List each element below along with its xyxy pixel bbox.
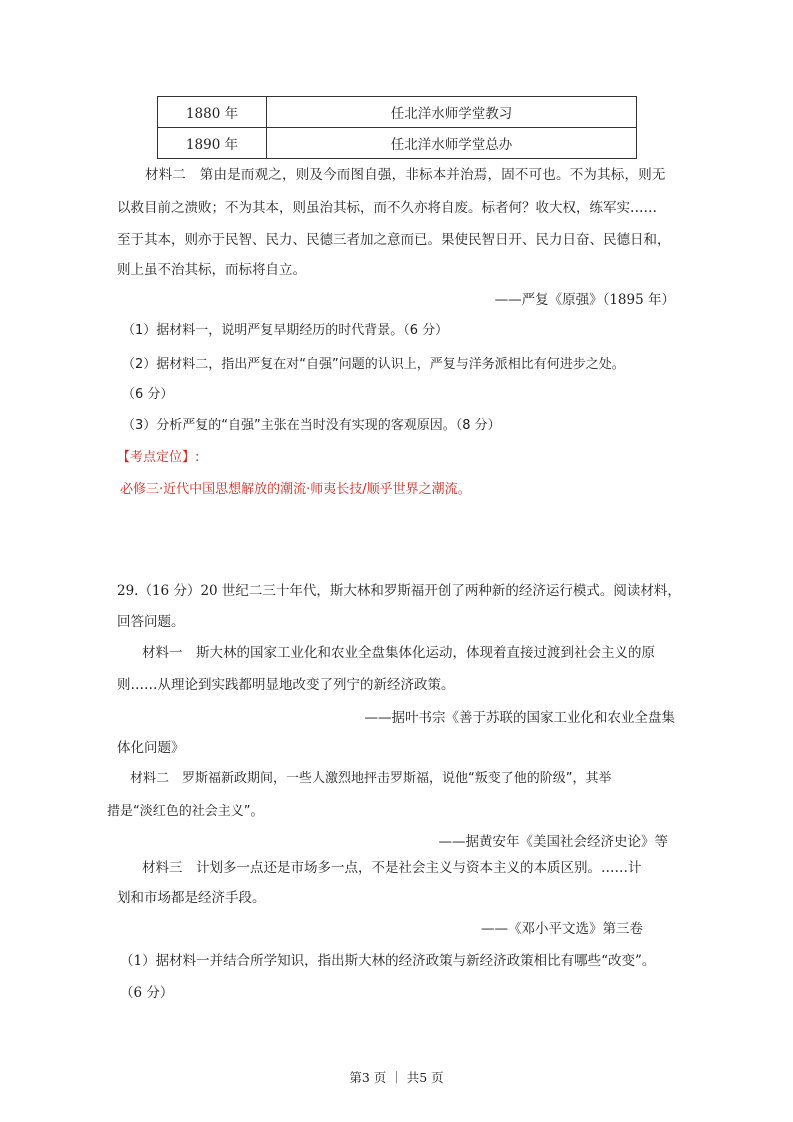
table-row	[158, 97, 637, 128]
kaodian-text: 必修三·近代中国思想解放的潮流·师夷长技/顺乎世界之潮流。	[120, 482, 471, 497]
timeline-table	[157, 96, 637, 159]
material-2-line: 材料二 第由是而观之，则及今而图自强，非标本并治焉，固不可也。不为其标，则无	[145, 167, 666, 183]
material-3-line: 划和市场都是经济手段。	[117, 890, 266, 906]
question-2-score: （6 分）	[122, 387, 174, 402]
page-footer: 第3 页 ｜ 共5 页	[349, 1070, 444, 1085]
year-cell: 1890 年	[158, 128, 267, 159]
question-3: （3）分析严复的“自强”主张在当时没有实现的客观原因。（8 分）	[122, 418, 501, 433]
source-citation: ——严复《原强》（1895 年）	[494, 292, 675, 308]
event-cell: 任北洋水师学堂总办	[267, 128, 637, 159]
material-2-line: 则上虽不治其标，而标将自立。	[117, 262, 306, 278]
source-citation: 体化问题》	[117, 740, 185, 756]
material-2-line: 材料二 罗斯福新政期间，一些人激烈地抨击罗斯福，说他“叛变了他的阶级”，其举	[130, 771, 612, 786]
source-citation: ——《邓小平文选》第三卷	[481, 921, 643, 937]
question-1: （1）据材料一，说明严复早期经历的时代背景。（6 分）	[122, 323, 449, 338]
event-cell: 任北洋水师学堂教习	[267, 97, 637, 128]
year-cell: 1880 年	[158, 97, 267, 128]
q29-intro: 回答问题。	[117, 614, 185, 630]
q29-intro: 29.（16 分）20 世纪二三十年代，斯大林和罗斯福开创了两种新的经济运行模式。阅读材料，	[117, 583, 681, 599]
material-2-line: 以救目前之溃败；不为其本，则虽治其标，而不久亦将自废。标者何？收大权，练军实……	[117, 200, 657, 216]
table-row	[158, 128, 637, 159]
source-citation: ——据叶书宗《善于苏联的国家工业化和农业全盘集	[364, 710, 675, 726]
material-2-line: 至于其本，则亦于民智、民力、民德三者加之意而已。果使民智日开、民力日奋、民德日和，	[117, 232, 671, 248]
material-2-line: 措是“淡红色的社会主义”。	[107, 804, 264, 819]
question-1: （1）据材料一并结合所学知识，指出斯大林的经济政策与新经济政策相比有哪些“改变”。	[120, 953, 656, 969]
question-1-score: （6 分）	[120, 985, 174, 1001]
material-3-line: 材料三 计划多一点还是市场多一点，不是社会主义与资本主义的本质区别。……计	[142, 860, 642, 876]
material-1-line: 则……从理论到实践都明显地改变了列宁的新经济政策。	[117, 677, 455, 693]
source-citation: ——据黄安年《美国社会经济史论》等	[438, 834, 668, 850]
material-1-line: 材料一 斯大林的国家工业化和农业全盘集体化运动，体现着直接过渡到社会主义的原	[142, 645, 655, 661]
question-2: （2）据材料二，指出严复在对“自强”问题的认识上，严复与洋务派相比有何进步之处。	[122, 357, 625, 372]
kaodian-label: 【考点定位】:	[117, 450, 200, 465]
